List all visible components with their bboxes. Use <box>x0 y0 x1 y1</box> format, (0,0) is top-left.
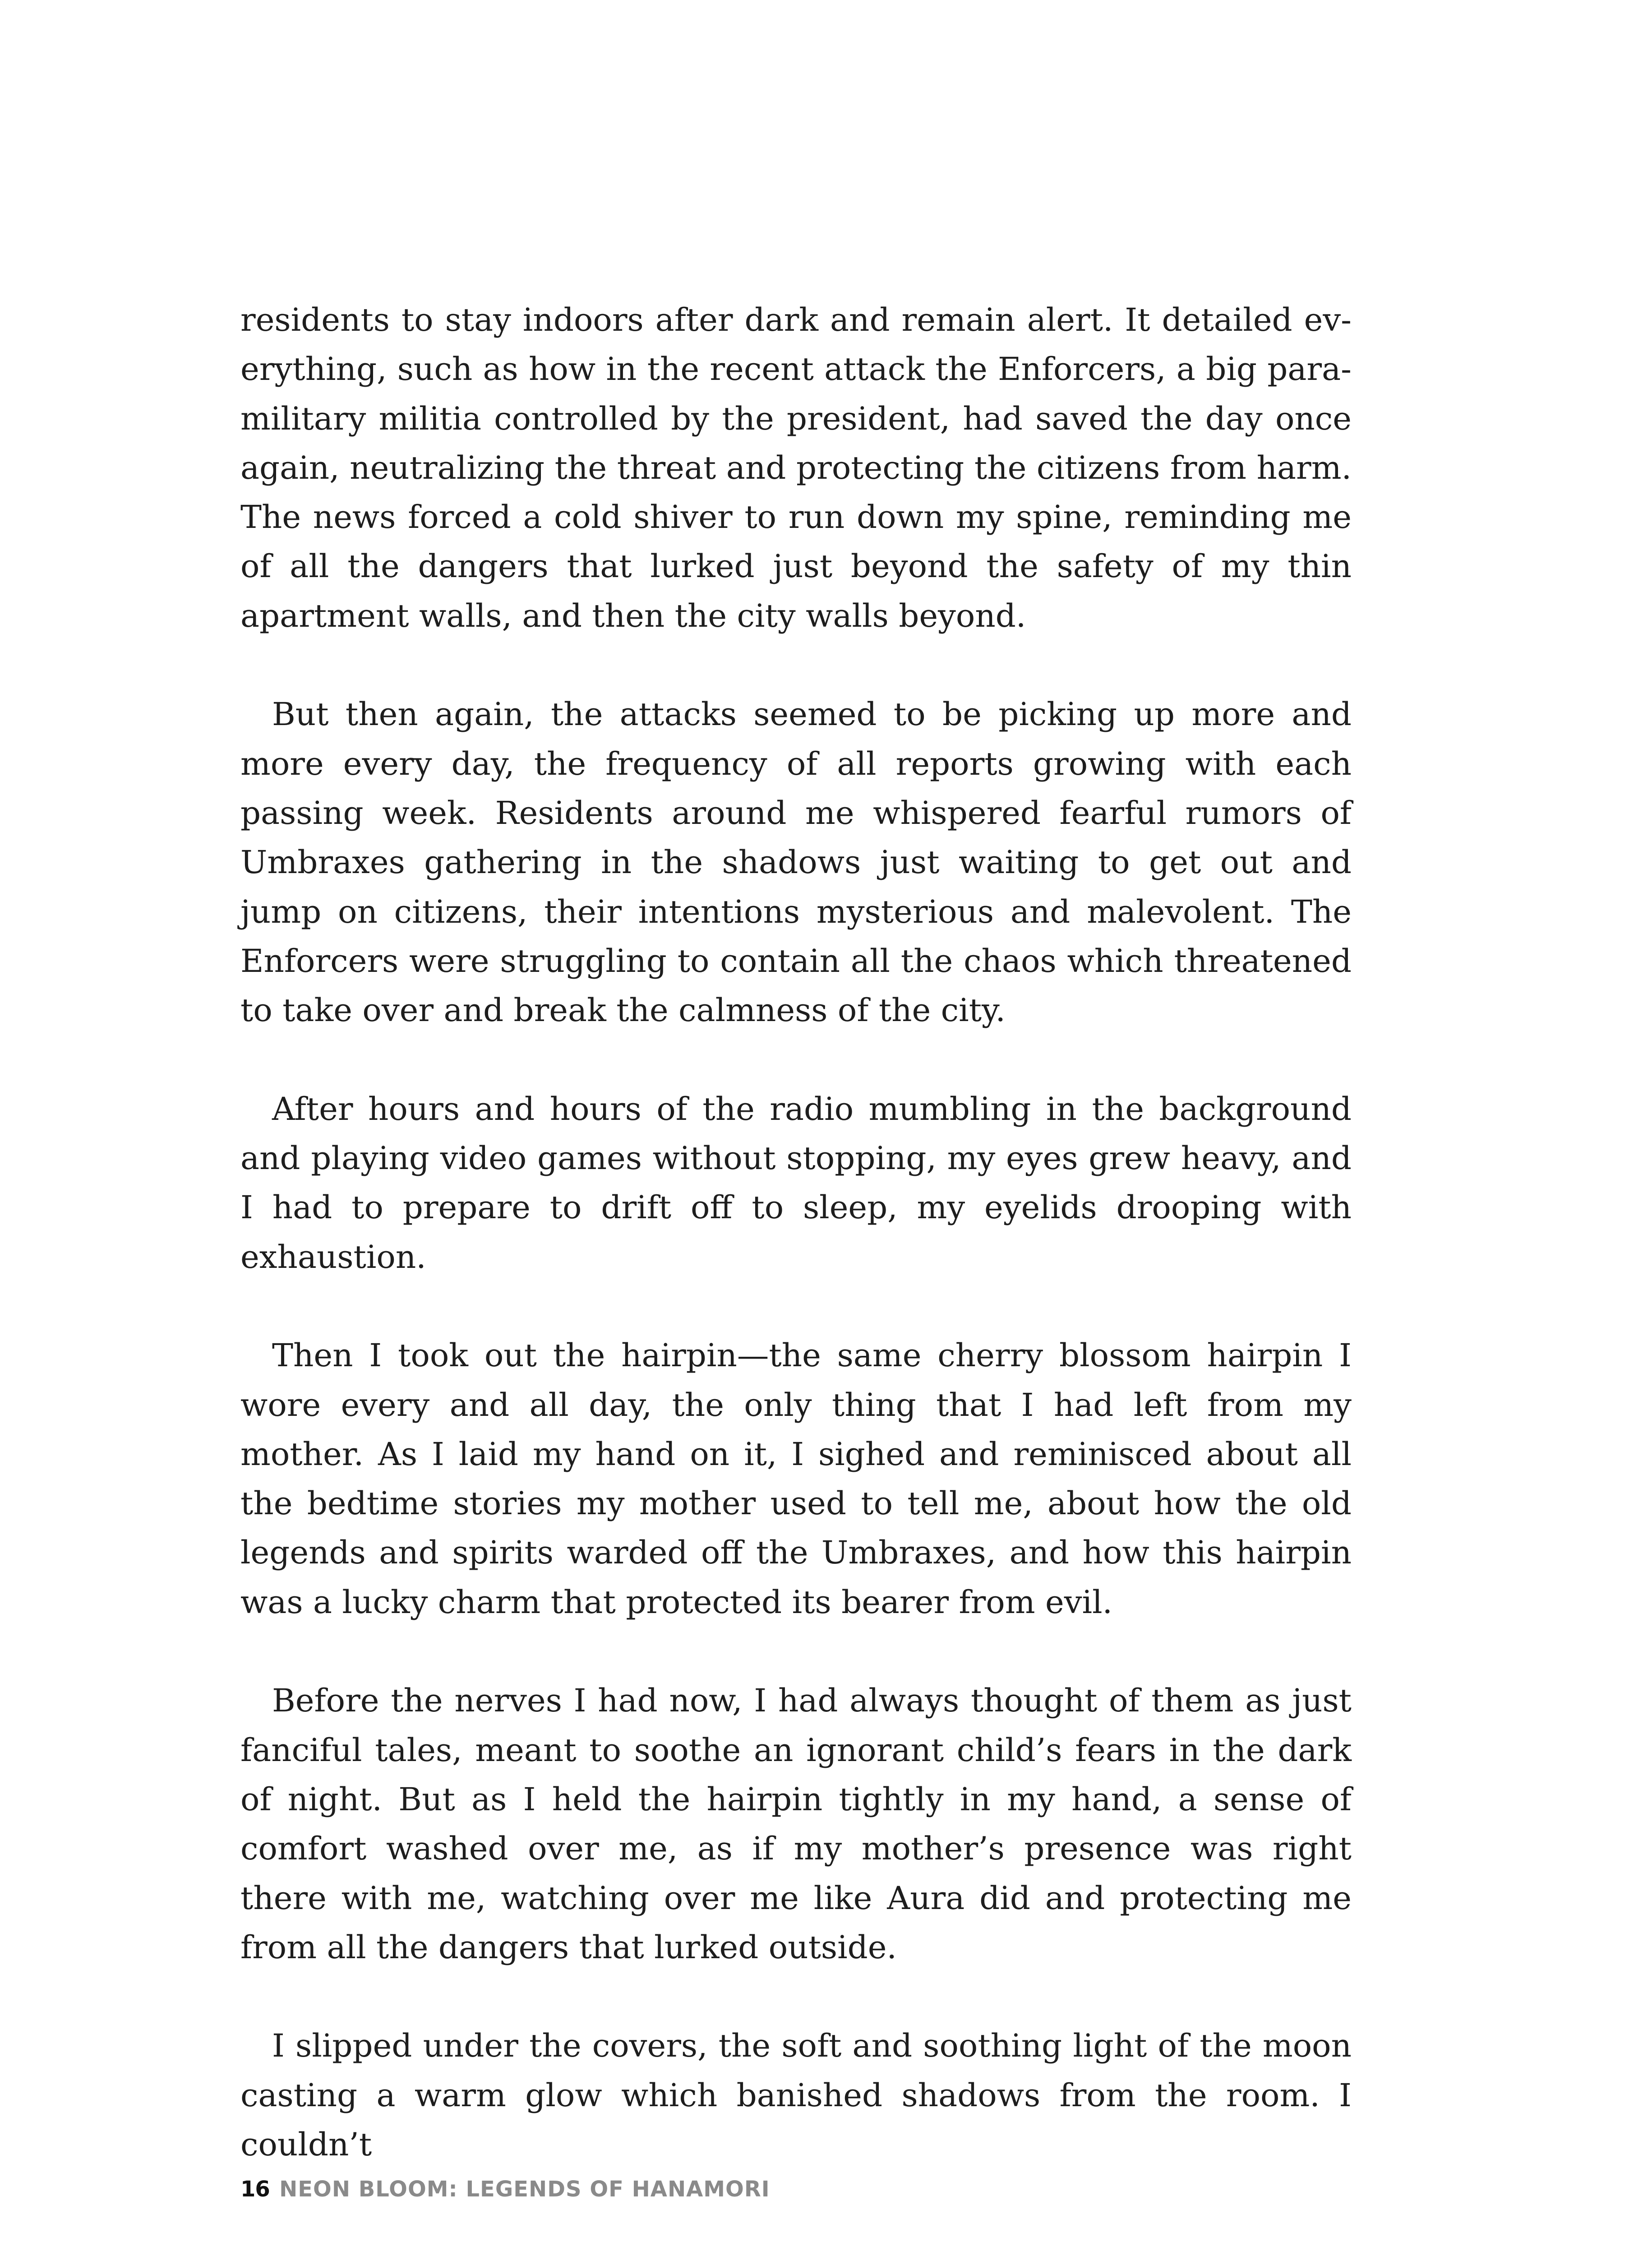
page-footer <box>240 2176 770 2203</box>
paragraph: After hours and hours of the radio mumbling in the background and playing video games without stopping, my eyes grew heavy, and I had to prepare to drift off to sleep, my eyelids drooping with exhaustion. <box>240 1090 1352 1276</box>
paragraph: I slipped under the covers, the soft and soothing light of the moon casting a warm glow which banished shadows from the room. I couldn’t <box>240 2027 1352 2163</box>
body-text <box>240 296 1352 2169</box>
paragraph: residents to stay indoors after dark and remain alert. It detailed everything, such as how in the recent attack the Enforcers, a big paramilitary militia controlled by the president, had saved the day once again, neutralizing the threat and protecting the citizens from harm. The news forced a cold shiver to run down my spine, reminding me of all the dangers that lurked just beyond the safety of my thin apartment walls, and then the city walls beyond. <box>240 301 1352 634</box>
paragraph: Before the nerves I had now, I had always thought of them as just fanciful tales, meant to soothe an ignorant child’s fears in the dark of night. But as I held the hairpin tightly in my hand, a sense of comfort washed over me, as if my mother’s presence was right there with me, watching over me like Aura did and protecting me from all the dangers that lurked outside. <box>240 1682 1352 1966</box>
paragraph: Then I took out the hairpin—the same cherry blossom hairpin I wore every and all day, the only thing that I had left from my mother. As I laid my hand on it, I sighed and reminisced about all the bedtime stories my mother used to tell me, about how the old legends and spirits warded off the Umbraxes, and how this hairpin was a lucky charm that protected its bearer from evil. <box>240 1337 1352 1621</box>
paragraph: But then again, the attacks seemed to be picking up more and more every day, the frequency of all reports growing with each passing week. Residents around me whispered fearful rumors of Umbraxes gathering in the shadows just waiting to get out and jump on citizens, their intentions mysterious and malevolent. The Enforcers were struggling to contain all the chaos which threatened to take over and break the calmness of the city. <box>240 696 1352 1029</box>
running-title: NEON BLOOM: LEGENDS OF HANAMORI <box>279 2177 770 2202</box>
page-number: 16 <box>240 2177 270 2202</box>
